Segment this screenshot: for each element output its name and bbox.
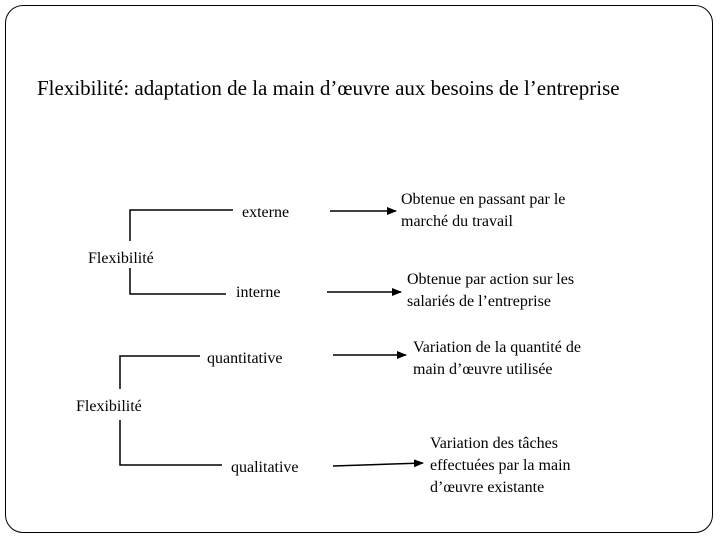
bracket-top-quantitative [120, 356, 200, 389]
desc-externe-line-1: Obtenue en passant par le [401, 191, 566, 208]
root-label-flexibilite-1: Flexibilité [88, 250, 154, 267]
desc-qualitative [430, 433, 571, 499]
bracket-bottom-qualitative [120, 420, 222, 465]
branch-label-interne: interne [236, 284, 281, 301]
desc-externe [401, 189, 565, 233]
desc-externe-line-2: marché du travail [401, 213, 513, 230]
bracket-top-externe [130, 210, 233, 241]
branch-label-externe: externe [242, 204, 290, 221]
desc-interne [407, 269, 574, 313]
desc-interne-line-1: Obtenue par action sur les [407, 271, 575, 288]
desc-interne-line-2: salariés de l’entreprise [407, 293, 551, 310]
arrow-qualitative [333, 463, 423, 466]
branch-label-qualitative: qualitative [231, 459, 299, 476]
desc-qualitative-line-2: effectuées par la main [430, 457, 571, 474]
desc-quantitative-line-1: Variation de la quantité de [413, 339, 581, 356]
branch-label-quantitative: quantitative [207, 350, 283, 367]
desc-qualitative-line-1: Variation des tâches [430, 435, 558, 452]
desc-qualitative-line-3: d’œuvre existante [430, 479, 545, 496]
bracket-bottom-interne [130, 268, 226, 294]
slide-title: Flexibilité: adaptation de la main d’œuvre aux besoins de l’entreprise [37, 76, 620, 100]
root-label-flexibilite-2: Flexibilité [76, 398, 142, 415]
desc-quantitative-line-2: main d’œuvre utilisée [413, 361, 553, 378]
desc-quantitative [413, 337, 581, 381]
